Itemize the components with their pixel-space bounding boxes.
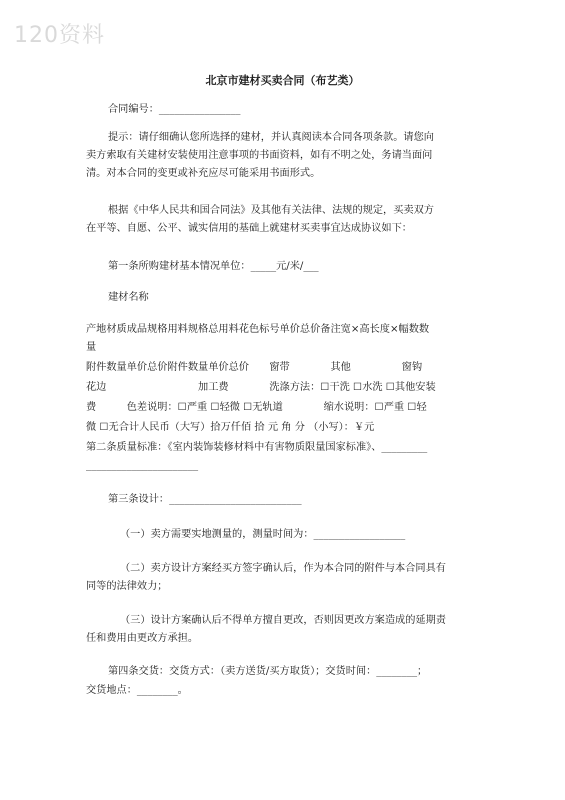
table-text-line: 费 色差说明：☐严重 ☐轻微 ☐无轨道 缩水说明：☐严重 ☐轻 — [86, 402, 427, 413]
table-text-line: 量 — [86, 342, 97, 353]
document-title: 北京市建材买卖合同（布艺类） — [205, 74, 360, 87]
notice-line: 提示：请仔细确认您所选择的建材，并认真阅读本合同各项条款。请您向 — [108, 132, 434, 143]
article-1: 第一条所购建材基本情况单位：_____元/米/___ — [108, 261, 319, 272]
watermark: 120资料 — [14, 23, 105, 48]
article-3: 第三条设计：__________________________ — [108, 494, 302, 505]
article-3-item-3: （三）设计方案确认后不得单方擅自更改，否则因更改方案造成的延期责 — [120, 615, 446, 626]
article-2: 第二条质量标准：《室内装饰装修材料中有害物质限量国家标准》、_________ — [86, 442, 428, 453]
article-3-item-3: 任和费用由更改方承担。 — [86, 633, 199, 644]
table-text-line: 附件数量单价总价附件数量单价总价 窗带 其他 窗钩 — [86, 362, 423, 373]
article-3-item-2: 同等的法律效力； — [86, 581, 168, 592]
notice-line: 清。对本合同的变更或补充应尽可能采用书面形式。 — [86, 168, 321, 179]
contract-number-line: 合同编号：________________ — [108, 104, 241, 115]
table-text-line: 花边 加工费 洗涤方法：☐干洗 ☐水洗 ☐其他安装 — [86, 382, 436, 393]
article-4: 第四条交货：交货方式：（卖方送货/买方取货）；交货时间：________； — [108, 666, 428, 677]
table-text-line: 产地材质成品规格用料规格总用料花色标号单价总价备注宽×高长度×幅数数 — [86, 324, 430, 335]
article-3-item-2: （二）卖方设计方案经买方签字确认后，作为本合同的附件与本合同具有 — [120, 563, 446, 574]
article-4: 交货地点：________。 — [86, 685, 188, 696]
preamble-line: 根据《中华人民共和国合同法》及其他有关法律、法规的规定，买卖双方 — [108, 205, 434, 216]
article-3-item-1: （一）卖方需要实地测量的，测量时间为：__________________ — [120, 529, 406, 540]
notice-line: 卖方索取有关建材安装使用注意事项的书面资料，如有不明之处，务请当面问 — [86, 150, 433, 161]
preamble-line: 在平等、自愿、公平、诚实信用的基础上就建材买卖事宜达成协议如下： — [86, 223, 412, 234]
table-text-line: 微 ☐无合计人民币（大写）拾万仟佰 拾 元 角 分 （小写）：￥元 — [86, 422, 375, 433]
article-2-continuation: ______________________ — [86, 460, 199, 471]
material-name-heading: 建材名称 — [108, 292, 149, 303]
